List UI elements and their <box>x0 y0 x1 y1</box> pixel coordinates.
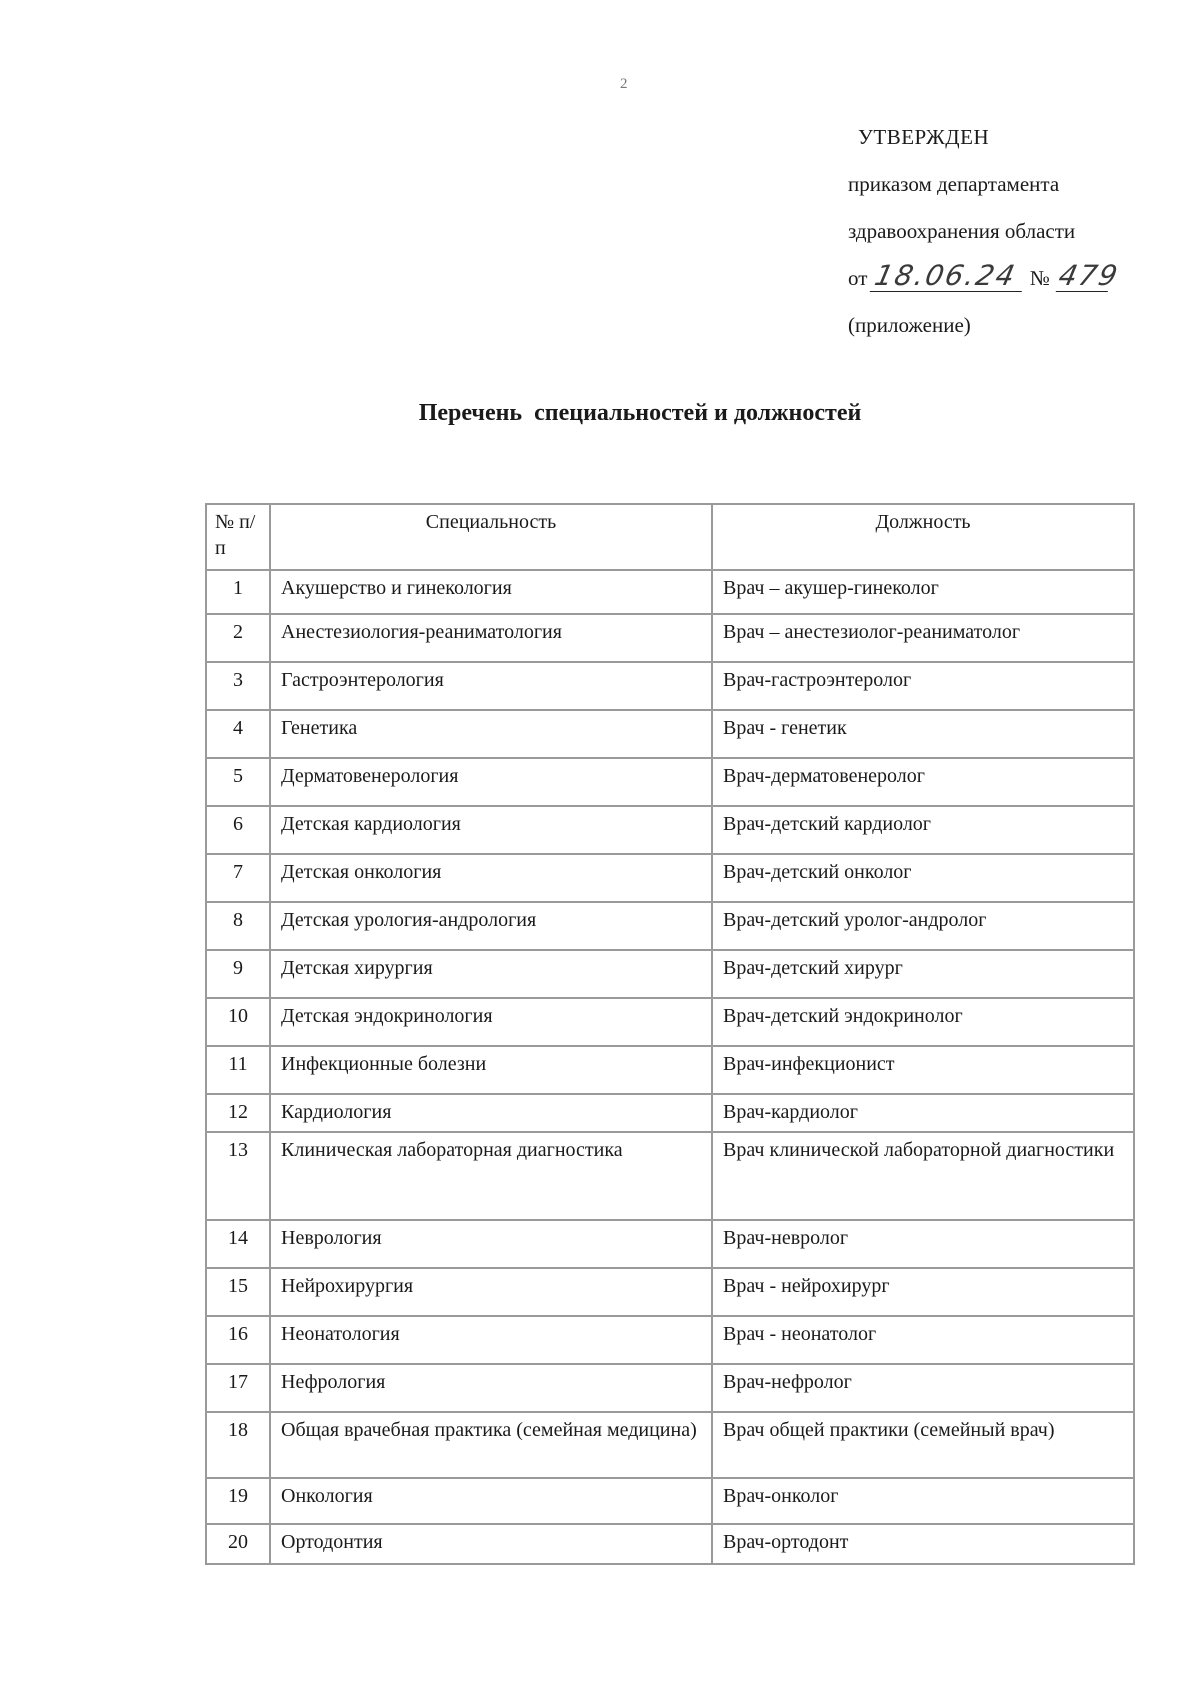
row-position: Врач-детский эндокринолог <box>712 998 1134 1046</box>
row-specialty: Неврология <box>270 1220 712 1268</box>
row-specialty: Гастроэнтерология <box>270 662 712 710</box>
row-number: 1 <box>206 570 270 614</box>
row-number: 12 <box>206 1094 270 1132</box>
row-number: 10 <box>206 998 270 1046</box>
table-row <box>206 614 1134 662</box>
row-specialty: Неонатология <box>270 1316 712 1364</box>
row-position: Врач-кардиолог <box>712 1094 1134 1132</box>
row-number: 6 <box>206 806 270 854</box>
row-number: 7 <box>206 854 270 902</box>
table-row <box>206 758 1134 806</box>
approval-title: УТВЕРЖДЕН <box>858 125 990 149</box>
order-date-handwritten: 18.06.24 <box>869 261 1028 292</box>
table-row <box>206 1478 1134 1524</box>
row-position: Врач - нейрохирург <box>712 1268 1134 1316</box>
table-row <box>206 1094 1134 1132</box>
row-position: Врач-ортодонт <box>712 1524 1134 1564</box>
row-specialty: Ортодонтия <box>270 1524 712 1564</box>
document-title: Перечень специальностей и должностей <box>418 400 862 426</box>
table-row <box>206 1132 1134 1220</box>
table-row <box>206 902 1134 950</box>
row-position: Врач-дерматовенеролог <box>712 758 1134 806</box>
row-specialty: Детская урология-андрология <box>270 902 712 950</box>
approval-order-line <box>848 255 1178 302</box>
row-specialty: Детская хирургия <box>270 950 712 998</box>
row-position: Врач - генетик <box>712 710 1134 758</box>
row-number: 11 <box>206 1046 270 1094</box>
row-number: 14 <box>206 1220 270 1268</box>
row-number: 18 <box>206 1412 270 1478</box>
table-header-row <box>206 504 1134 570</box>
table-row <box>206 1268 1134 1316</box>
table-row <box>206 570 1134 614</box>
table-row <box>206 1524 1134 1564</box>
row-position: Врач-детский уролог-андролог <box>712 902 1134 950</box>
row-specialty: Анестезиология-реаниматология <box>270 614 712 662</box>
row-number: 13 <box>206 1132 270 1220</box>
row-position: Врач клинической лабораторной диагностики <box>712 1132 1134 1220</box>
row-position: Врач-детский кардиолог <box>712 806 1134 854</box>
table-row <box>206 1412 1134 1478</box>
row-specialty: Дерматовенерология <box>270 758 712 806</box>
table-row <box>206 1364 1134 1412</box>
row-specialty: Онкология <box>270 1478 712 1524</box>
table-row <box>206 998 1134 1046</box>
row-number: 8 <box>206 902 270 950</box>
row-position: Врач – анестезиолог-реаниматолог <box>712 614 1134 662</box>
header-position: Должность <box>712 504 1134 570</box>
row-position: Врач-гастроэнтеролог <box>712 662 1134 710</box>
row-number: 9 <box>206 950 270 998</box>
approval-appendix: (приложение) <box>848 313 971 337</box>
table-row <box>206 950 1134 998</box>
row-specialty: Кардиология <box>270 1094 712 1132</box>
table-body <box>206 570 1134 1564</box>
table-row <box>206 1220 1134 1268</box>
header-specialty: Специальность <box>270 504 712 570</box>
row-position: Врач-инфекционист <box>712 1046 1134 1094</box>
table-row <box>206 710 1134 758</box>
row-number: 20 <box>206 1524 270 1564</box>
row-position: Врач-онколог <box>712 1478 1134 1524</box>
row-position: Врач-невролог <box>712 1220 1134 1268</box>
date-prefix: от <box>848 266 868 290</box>
row-number: 3 <box>206 662 270 710</box>
row-specialty: Клиническая лабораторная диагностика <box>270 1132 712 1220</box>
table-row <box>206 806 1134 854</box>
row-number: 5 <box>206 758 270 806</box>
row-position: Врач – акушер-гинеколог <box>712 570 1134 614</box>
row-position: Врач общей практики (семейный врач) <box>712 1412 1134 1478</box>
row-specialty: Детская кардиология <box>270 806 712 854</box>
row-number: 15 <box>206 1268 270 1316</box>
approval-line-2: здравоохранения области <box>848 219 1076 243</box>
number-prefix: № <box>1029 266 1050 290</box>
table-row <box>206 1316 1134 1364</box>
approval-block <box>848 114 1178 349</box>
row-specialty: Генетика <box>270 710 712 758</box>
row-specialty: Общая врачебная практика (семейная медицина) <box>270 1412 712 1478</box>
page-number: 2 <box>620 76 628 92</box>
table-row <box>206 1046 1134 1094</box>
row-position: Врач-нефролог <box>712 1364 1134 1412</box>
row-specialty: Инфекционные болезни <box>270 1046 712 1094</box>
row-specialty: Нейрохирургия <box>270 1268 712 1316</box>
row-position: Врач-детский онколог <box>712 854 1134 902</box>
approval-line-1: приказом департамента <box>848 172 1060 196</box>
header-number: № п/п <box>206 504 270 570</box>
order-number-handwritten: 479 <box>1055 259 1123 292</box>
row-specialty: Акушерство и гинекология <box>270 570 712 614</box>
row-number: 2 <box>206 614 270 662</box>
specialties-table <box>205 503 1135 1565</box>
row-specialty: Нефрология <box>270 1364 712 1412</box>
row-number: 16 <box>206 1316 270 1364</box>
row-position: Врач - неонатолог <box>712 1316 1134 1364</box>
row-number: 17 <box>206 1364 270 1412</box>
row-position: Врач-детский хирург <box>712 950 1134 998</box>
row-specialty: Детская онкология <box>270 854 712 902</box>
row-number: 19 <box>206 1478 270 1524</box>
table-row <box>206 854 1134 902</box>
row-number: 4 <box>206 710 270 758</box>
table-row <box>206 662 1134 710</box>
row-specialty: Детская эндокринология <box>270 998 712 1046</box>
